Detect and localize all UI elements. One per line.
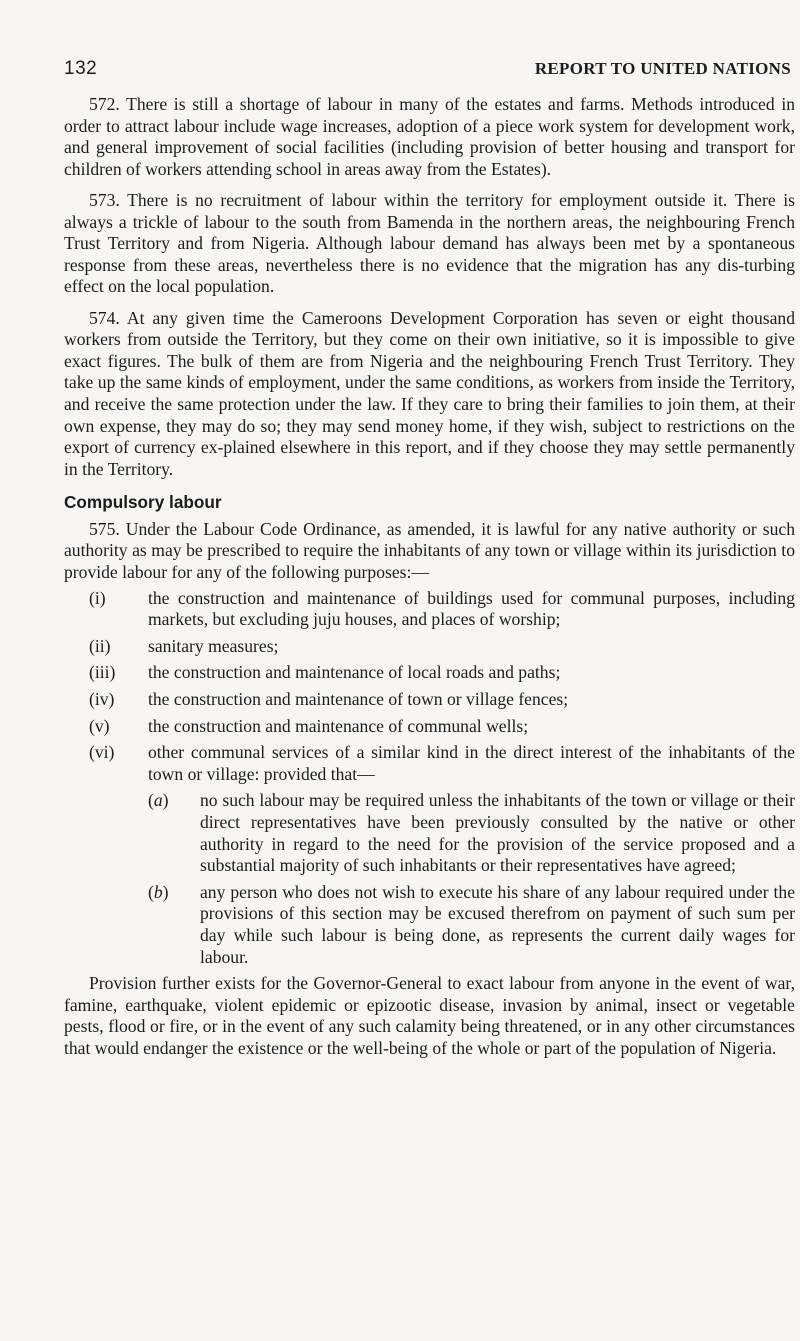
page-header <box>64 58 795 94</box>
list-item-text: the construction and maintenance of communal wells; <box>148 715 529 736</box>
proviso-letter-value: a <box>153 790 163 811</box>
paragraph-573: 573. There is no recruitment of labour within the territory for employment outside it. There is always a trickle of labour to the south from Bamenda in the northern areas, the neighbouring French Trust Territory and from Nigeria. Although labour demand has always been met by a spontaneous response from these areas, nevertheless there is no evidence that the migration has any dis-turbing effect on the local population. <box>64 189 795 297</box>
proviso-letter: (b) <box>148 881 169 902</box>
paragraph-575: 575. Under the Labour Code Ordinance, as amended, it is lawful for any native authority or such authority as may be prescribed to require the inhabitants of any town or village within its jurisdiction to provide labour for any of the following purposes:— <box>64 518 795 583</box>
page-number: 132 <box>64 58 98 79</box>
paragraph-governor-general-provision: Provision further exists for the Governor-General to exact labour from anyone in the event of war, famine, earthquake, violent epidemic or epizootic disease, invasion by animal, insect or vegetable pests, flood or fire, or in the event of any such calamity being threatened, or in any other circumstances that would endanger the existence or the well-being of the whole or part of the population of Nigeria. <box>64 973 795 1058</box>
proviso-text: any person who does not wish to execute his share of any labour required under the provisions of this section may be excused therefrom on payment of such sum per day while such labour is being done, as represents the current daily wages for labour. <box>200 881 795 967</box>
list-item <box>64 636 795 658</box>
list-item-text: sanitary measures; <box>148 635 279 656</box>
proviso-item <box>64 790 795 876</box>
document-page <box>64 58 795 1060</box>
purposes-list <box>64 588 795 786</box>
list-item-number: (vi) <box>89 742 115 763</box>
paragraph-574: 574. At any given time the Cameroons Development Corporation has seven or eight thousand workers from outside the Territory, but they come on their own initiative, so it is impossible to give exact figures. The bulk of them are from Nigeria and the neighbouring French Trust Territory. They take up the same kinds of employment, under the same conditions, as workers from inside the Territory, and receive the same protection under the law. If they care to bring their families to join them, at their own expense, they may do so; they may send money home, if they wish, subject to restrictions on the export of currency ex-plained elsewhere in this report, and if they choose they may settle permanently in the Territory. <box>64 307 795 479</box>
list-item-number: (iv) <box>89 689 115 710</box>
proviso-letter: (a) <box>148 790 169 811</box>
list-item-number: (i) <box>89 587 106 608</box>
running-title: REPORT TO UNITED NATIONS <box>534 59 791 78</box>
section-heading-compulsory-labour: Compulsory labour <box>64 492 222 513</box>
list-item <box>64 588 795 631</box>
proviso-item <box>64 882 795 968</box>
list-item-text: the construction and maintenance of town or village fences; <box>148 689 569 710</box>
list-item-text: other communal services of a similar kind in the direct interest of the inhabitants of the town or village: provided that— <box>148 742 795 784</box>
list-item-number: (ii) <box>89 635 111 656</box>
list-item <box>64 689 795 711</box>
paragraph-572: 572. There is still a shortage of labour in many of the estates and farms. Methods introduced in order to attract labour include wage increases, adoption of a piece work system for development work, and general improvement of social facilities (including provision of better housing and transport for children of workers attending school in areas away from the Estates). <box>64 94 795 179</box>
proviso-list <box>64 790 795 968</box>
list-item <box>64 716 795 738</box>
proviso-letter-value: b <box>153 881 163 902</box>
list-item-number: (iii) <box>89 662 116 683</box>
list-item-number: (v) <box>89 715 110 736</box>
proviso-text: no such labour may be required unless the inhabitants of the town or village or their direct representatives have been previously consulted by the native or other authority in regard to the need for the provision of the service proposed and a substantial majority of such inhabitants or their representatives have agreed; <box>200 790 795 876</box>
list-item-text: the construction and maintenance of buildings used for communal purposes, including markets, but excluding juju houses, and places of worship; <box>148 587 795 630</box>
list-item-text: the construction and maintenance of local roads and paths; <box>148 662 561 683</box>
list-item <box>64 662 795 684</box>
list-item <box>64 742 795 785</box>
